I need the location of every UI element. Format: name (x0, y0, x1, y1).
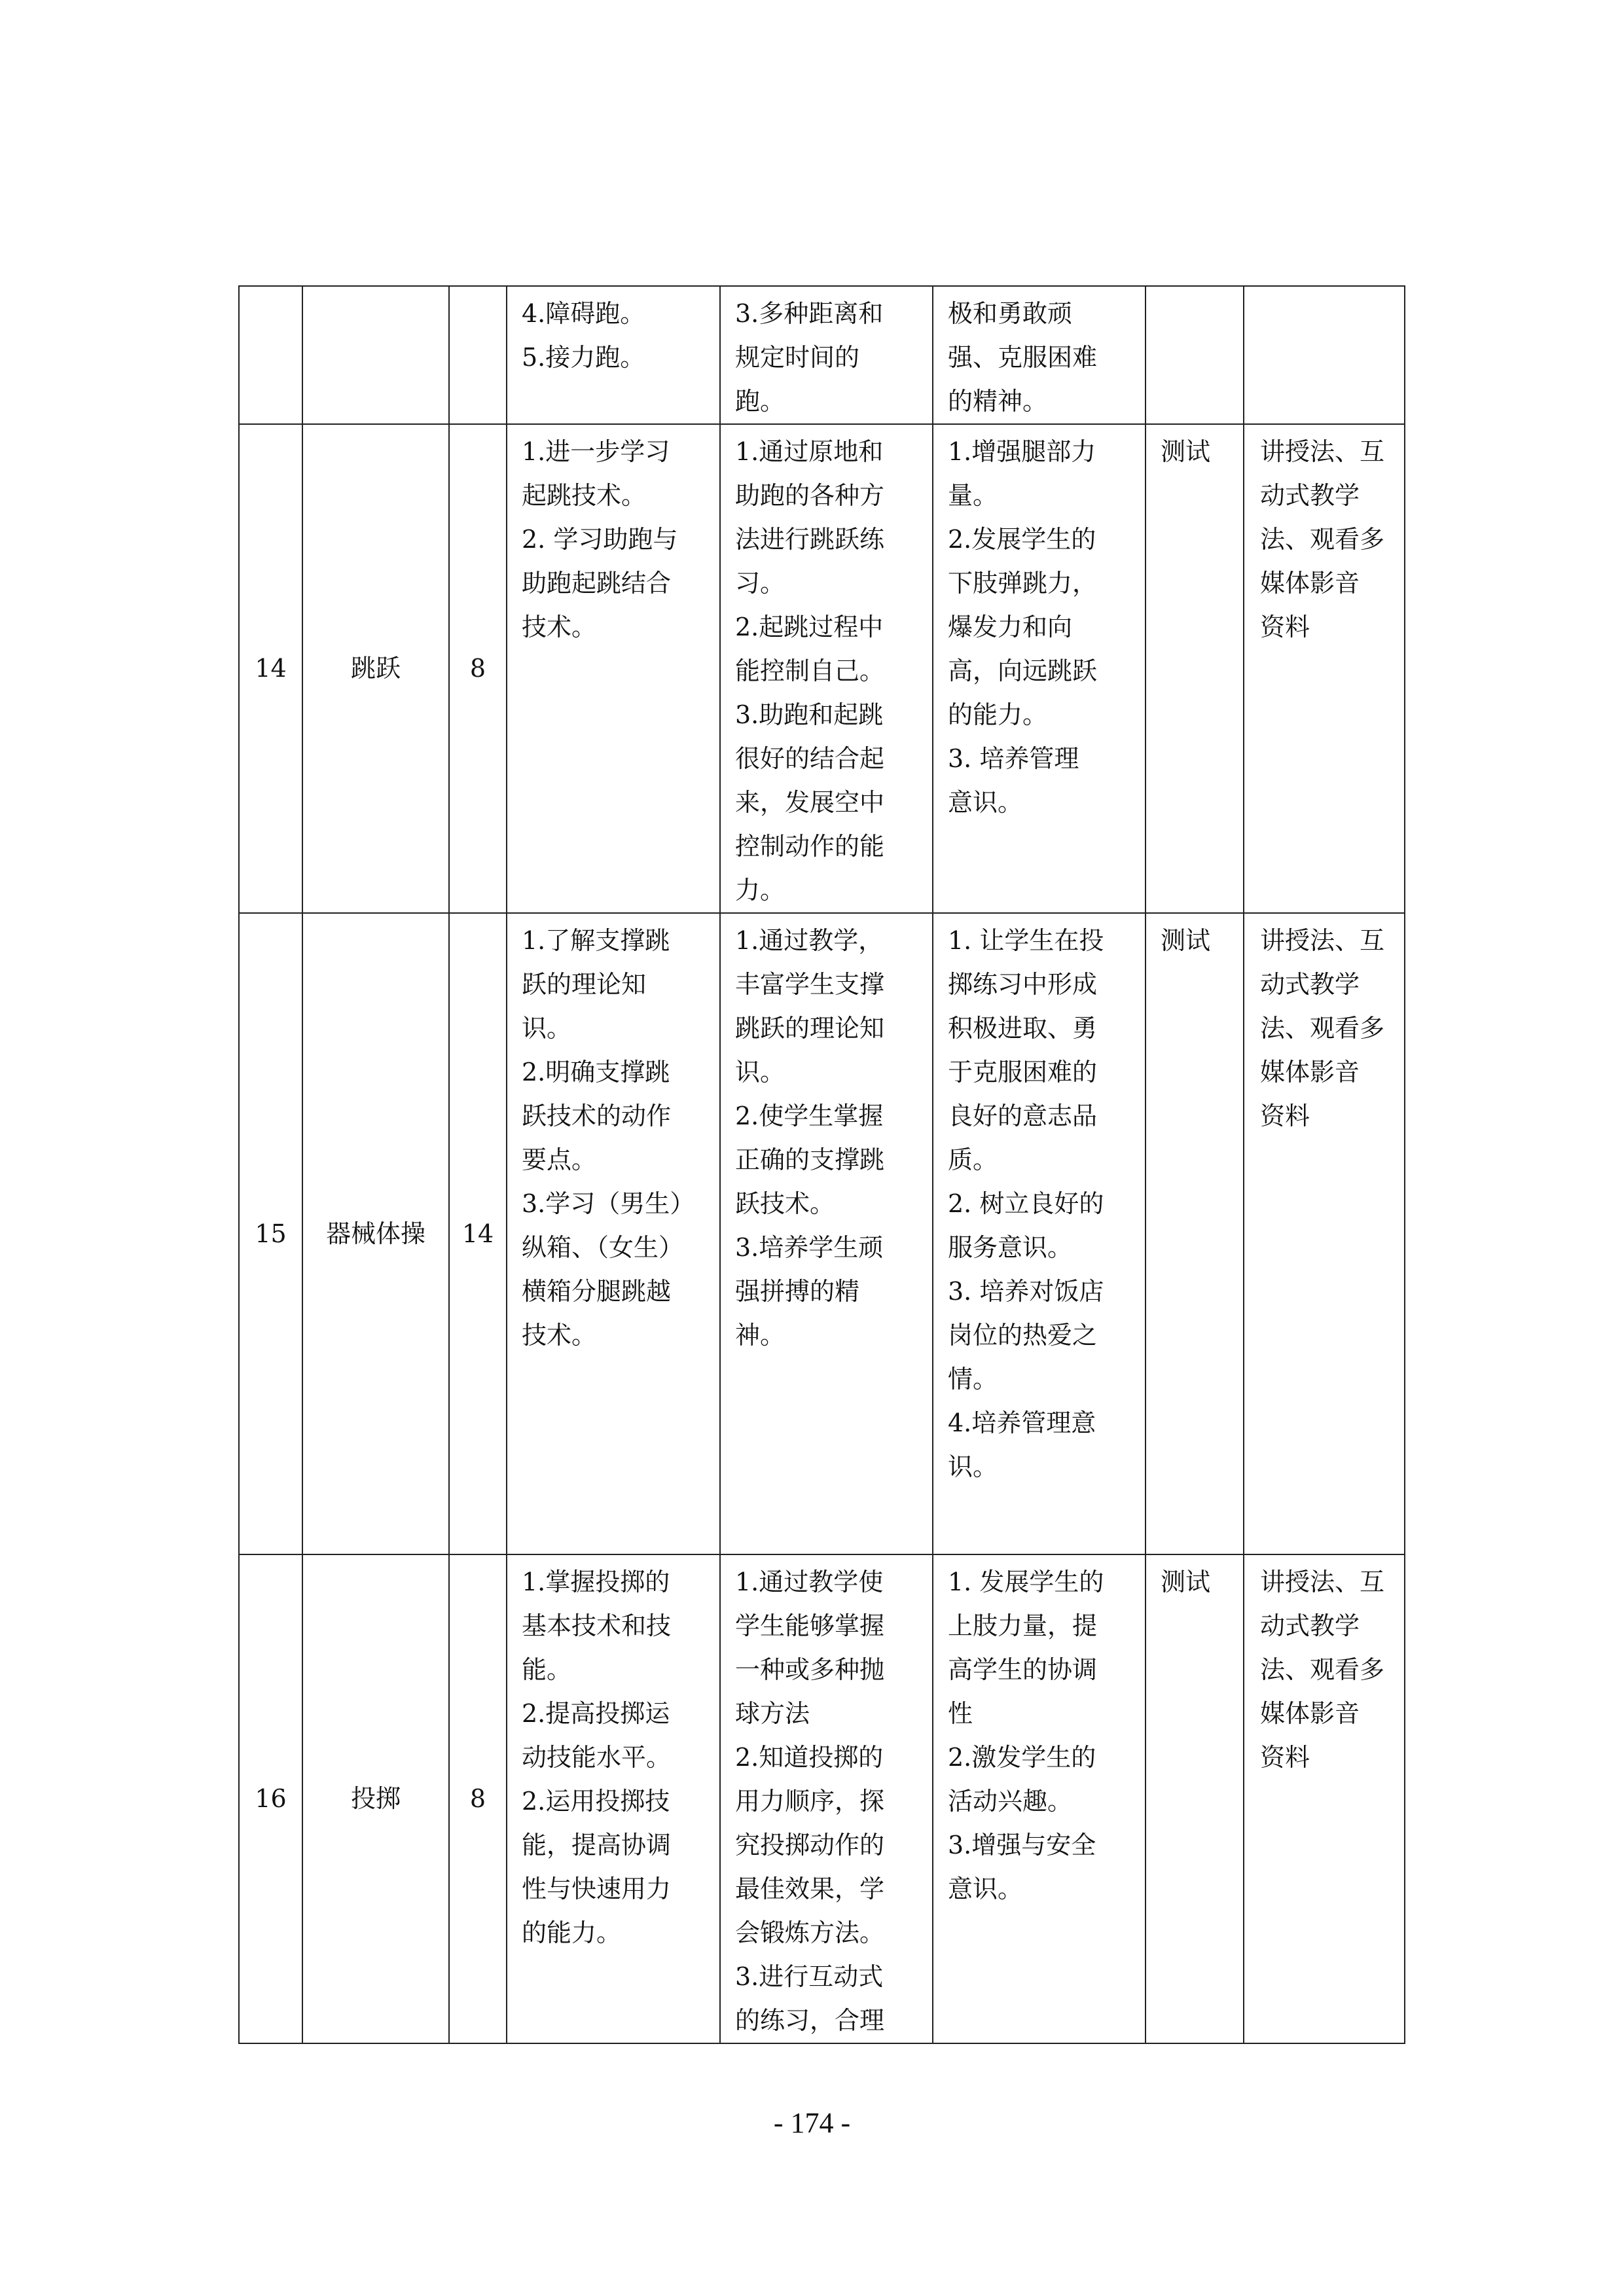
text-line: 讲授法、互 (1260, 437, 1385, 466)
text-line: 1.增强腿部力 (948, 437, 1096, 466)
objective-text (735, 430, 924, 912)
text-line: 积极进取、勇 (948, 1014, 1098, 1043)
text-line: 4.障碍跑。 (522, 299, 645, 328)
assessment-cell (1146, 913, 1244, 1554)
text-line: 的能力。 (948, 700, 1048, 729)
lesson-name: 器械体操 (325, 1219, 425, 1248)
assessment-text: 测试 (1161, 926, 1211, 955)
text-line: 2.知道投掷的 (735, 1743, 884, 1772)
lesson-number: 14 (255, 654, 287, 683)
goal-cell (933, 1554, 1146, 2043)
text-line: 2.激发学生的 (948, 1743, 1096, 1772)
goal-text (948, 292, 1137, 423)
text-line: 基本技术和技 (522, 1611, 672, 1640)
lesson-number-cell (239, 1554, 302, 2043)
text-line: 极和勇敢顽 (948, 299, 1073, 328)
lesson-hours-cell (449, 424, 507, 913)
text-line: 爆发力和向 (948, 613, 1073, 641)
text-line: 媒体影音 (1260, 569, 1360, 598)
text-line: 纵箱、（女生） (522, 1233, 684, 1262)
table-row (239, 424, 1405, 913)
text-line: 于克服困难的 (948, 1058, 1098, 1086)
text-line: 横箱分腿跳越 (522, 1277, 672, 1306)
text-line: 3.助跑和起跳 (735, 700, 884, 729)
text-line: 最佳效果，学 (735, 1874, 885, 1903)
text-line: 助跑起跳结合 (522, 569, 672, 598)
lesson-name-cell (302, 1554, 449, 2043)
text-line: 控制动作的能 (735, 832, 885, 861)
text-line: 强、克服困难 (948, 343, 1098, 372)
text-line: 3. 培养对饭店 (948, 1277, 1104, 1306)
text-line: 能，提高协调 (522, 1831, 672, 1859)
content-text (522, 1560, 712, 1955)
text-line: 能。 (522, 1655, 572, 1684)
text-line: 动式教学 (1260, 970, 1360, 999)
goal-text (948, 919, 1137, 1489)
text-line: 动式教学 (1260, 481, 1360, 510)
syllabus-table (238, 285, 1405, 2044)
lesson-name: 投掷 (350, 1784, 401, 1813)
lesson-number-cell (239, 424, 302, 913)
text-line: 1.通过教学， (735, 926, 884, 955)
content-text (522, 919, 712, 1357)
text-line: 力。 (735, 876, 785, 905)
table-row (239, 1554, 1405, 2043)
method-text (1260, 1560, 1396, 1780)
method-cell (1244, 286, 1405, 424)
text-line: 能控制自己。 (735, 656, 885, 685)
goal-text (948, 1560, 1137, 1911)
lesson-number: 15 (255, 1219, 287, 1248)
text-line: 3.增强与安全 (948, 1831, 1096, 1859)
text-line: 岗位的热爱之 (948, 1321, 1098, 1350)
text-line: 规定时间的 (735, 343, 860, 372)
text-line: 动式教学 (1260, 1611, 1360, 1640)
text-line: 3.多种距离和 (735, 299, 884, 328)
text-line: 很好的结合起 (735, 744, 885, 773)
text-line: 5.接力跑。 (522, 343, 645, 372)
text-line: 跃的理论知 (522, 970, 647, 999)
text-line: 掷练习中形成 (948, 970, 1098, 999)
content-cell (507, 1554, 720, 2043)
text-line: 法、观看多 (1260, 1655, 1385, 1684)
text-line: 的能力。 (522, 1918, 622, 1947)
lesson-name: 跳跃 (350, 654, 401, 683)
text-line: 服务意识。 (948, 1233, 1073, 1262)
text-line: 讲授法、互 (1260, 926, 1385, 955)
text-line: 法、观看多 (1260, 525, 1385, 554)
text-line: 资料 (1260, 613, 1310, 641)
lesson-hours-cell (449, 1554, 507, 2043)
method-cell (1244, 913, 1405, 1554)
page-number: - 174 - (773, 2107, 851, 2139)
goal-cell (933, 424, 1146, 913)
table-row (239, 286, 1405, 424)
lesson-number-cell (239, 286, 302, 424)
text-line: 会锻炼方法。 (735, 1918, 885, 1947)
objective-cell (720, 286, 933, 424)
assessment-cell (1146, 1554, 1244, 2043)
text-line: 1.通过教学使 (735, 1568, 884, 1596)
assessment-cell (1146, 424, 1244, 913)
text-line: 2.明确支撑跳 (522, 1058, 670, 1086)
lesson-hours: 14 (461, 1219, 494, 1248)
text-line: 上肢力量，提 (948, 1611, 1098, 1640)
text-line: 资料 (1260, 1743, 1310, 1772)
text-line: 技术。 (522, 1321, 597, 1350)
objective-text (735, 919, 924, 1357)
text-line: 意识。 (948, 788, 1023, 817)
text-line: 来，发展空中 (735, 788, 885, 817)
method-cell (1244, 1554, 1405, 2043)
text-line: 意识。 (948, 1874, 1023, 1903)
assessment-cell (1146, 286, 1244, 424)
text-line: 资料 (1260, 1102, 1310, 1130)
text-line: 3. 培养管理 (948, 744, 1079, 773)
text-line: 强拼搏的精 (735, 1277, 860, 1306)
text-line: 2.发展学生的 (948, 525, 1096, 554)
content-cell (507, 424, 720, 913)
text-line: 良好的意志品 (948, 1102, 1098, 1130)
text-line: 一种或多种抛 (735, 1655, 885, 1684)
text-line: 识。 (735, 1058, 785, 1086)
text-line: 法进行跳跃练 (735, 525, 885, 554)
text-line: 量。 (948, 481, 998, 510)
text-line: 1.通过原地和 (735, 437, 884, 466)
goal-cell (933, 286, 1146, 424)
text-line: 2. 树立良好的 (948, 1189, 1104, 1218)
text-line: 球方法 (735, 1699, 810, 1728)
text-line: 高，向远跳跃 (948, 656, 1098, 685)
text-line: 跃技术的动作 (522, 1102, 672, 1130)
text-line: 1.进一步学习 (522, 437, 670, 466)
text-line: 3.进行互动式 (735, 1962, 884, 1991)
text-line: 要点。 (522, 1145, 597, 1174)
text-line: 的精神。 (948, 387, 1048, 416)
text-line: 性与快速用力 (522, 1874, 672, 1903)
text-line: 媒体影音 (1260, 1058, 1360, 1086)
text-line: 学生能够掌握 (735, 1611, 885, 1640)
text-line: 2.运用投掷技 (522, 1787, 670, 1816)
lesson-name-cell (302, 424, 449, 913)
text-line: 高学生的协调 (948, 1655, 1098, 1684)
text-line: 神。 (735, 1321, 785, 1350)
text-line: 媒体影音 (1260, 1699, 1360, 1728)
text-line: 正确的支撑跳 (735, 1145, 885, 1174)
text-line: 下肢弹跳力， (948, 569, 1098, 598)
text-line: 情。 (948, 1365, 998, 1393)
content-text (522, 292, 712, 380)
text-line: 动技能水平。 (522, 1743, 672, 1772)
text-line: 法、观看多 (1260, 1014, 1385, 1043)
objective-text (735, 1560, 924, 2043)
lesson-hours-cell (449, 913, 507, 1554)
objective-cell (720, 1554, 933, 2043)
text-line: 的练习，合理 (735, 2006, 885, 2035)
text-line: 1.掌握投掷的 (522, 1568, 670, 1596)
text-line: 跳跃的理论知 (735, 1014, 885, 1043)
text-line: 1. 发展学生的 (948, 1568, 1104, 1596)
lesson-name-cell (302, 286, 449, 424)
lesson-number: 16 (255, 1784, 287, 1813)
lesson-hours-cell (449, 286, 507, 424)
table-row (239, 913, 1405, 1554)
text-line: 2.提高投掷运 (522, 1699, 670, 1728)
assessment-text: 测试 (1161, 1568, 1211, 1596)
text-line: 技术。 (522, 613, 597, 641)
text-line: 讲授法、互 (1260, 1568, 1385, 1596)
text-line: 1.了解支撑跳 (522, 926, 670, 955)
text-line: 识。 (522, 1014, 572, 1043)
text-line: 1. 让学生在投 (948, 926, 1104, 955)
method-text (1260, 919, 1396, 1138)
text-line: 跃技术。 (735, 1189, 835, 1218)
method-cell (1244, 424, 1405, 913)
text-line: 助跑的各种方 (735, 481, 885, 510)
text-line: 3.培养学生顽 (735, 1233, 884, 1262)
goal-text (948, 430, 1137, 825)
text-line: 习。 (735, 569, 785, 598)
text-line: 起跳技术。 (522, 481, 647, 510)
text-line: 活动兴趣。 (948, 1787, 1073, 1816)
content-text (522, 430, 712, 649)
method-text (1260, 430, 1396, 649)
text-line: 究投掷动作的 (735, 1831, 885, 1859)
text-line: 2. 学习助跑与 (522, 525, 678, 554)
text-line: 质。 (948, 1145, 998, 1174)
content-cell (507, 913, 720, 1554)
text-line: 性 (948, 1699, 973, 1728)
text-line: 丰富学生支撑 (735, 970, 885, 999)
text-line: 2.起跳过程中 (735, 613, 884, 641)
text-line: 2.使学生掌握 (735, 1102, 884, 1130)
text-line: 3.学习（男生） (522, 1189, 695, 1218)
text-line: 跑。 (735, 387, 785, 416)
objective-text (735, 292, 924, 423)
objective-cell (720, 913, 933, 1554)
text-line: 4.培养管理意 (948, 1408, 1096, 1437)
text-line: 用力顺序，探 (735, 1787, 885, 1816)
assessment-text: 测试 (1161, 437, 1211, 466)
objective-cell (720, 424, 933, 913)
lesson-number-cell (239, 913, 302, 1554)
content-cell (507, 286, 720, 424)
goal-cell (933, 913, 1146, 1554)
lesson-name-cell (302, 913, 449, 1554)
lesson-hours: 8 (469, 1784, 486, 1813)
text-line: 识。 (948, 1452, 998, 1481)
lesson-hours: 8 (469, 654, 486, 683)
